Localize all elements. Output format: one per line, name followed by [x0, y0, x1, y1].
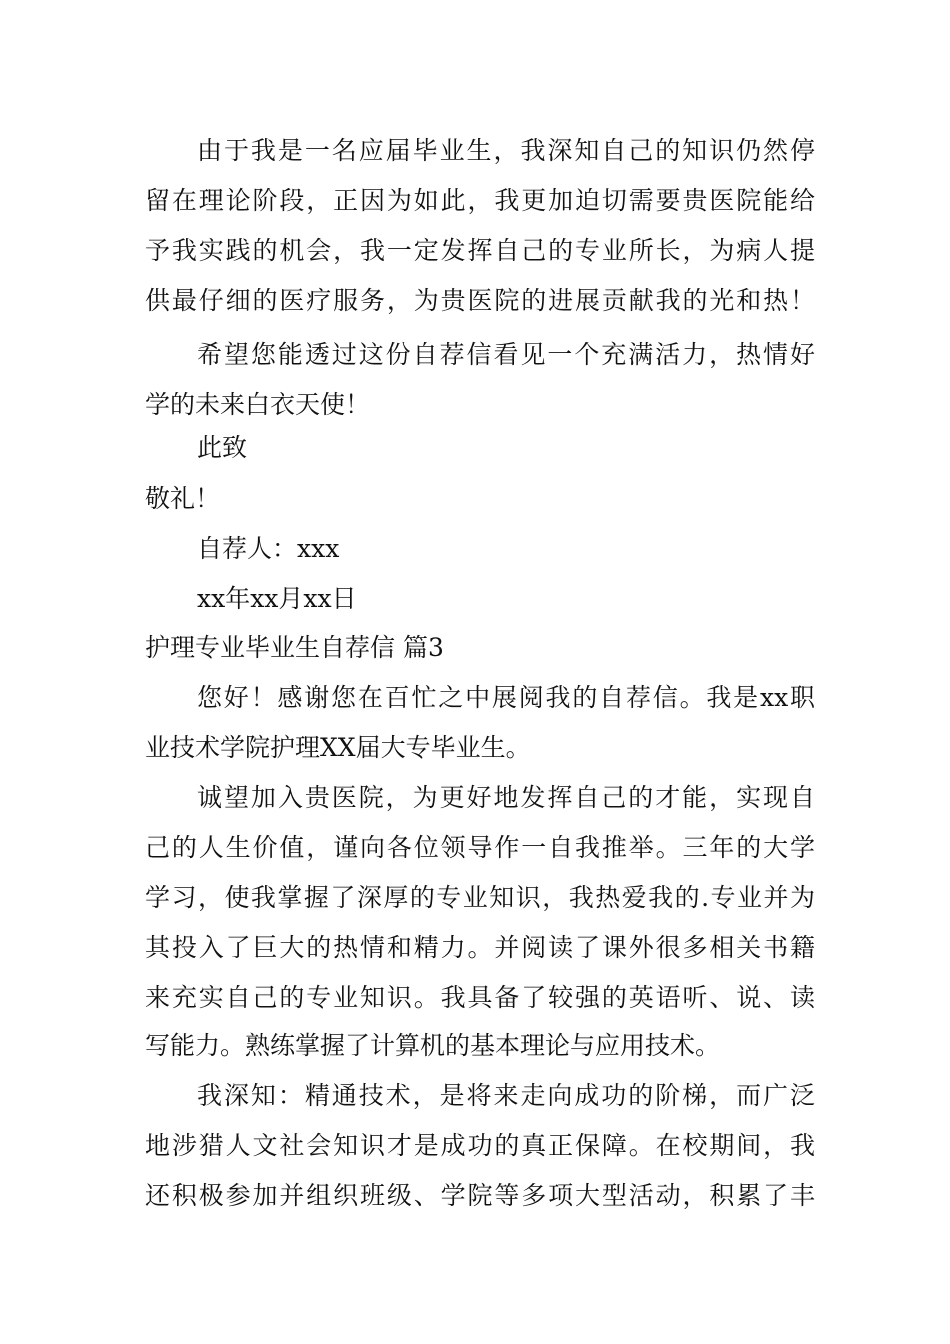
text-line: 学习，使我掌握了深厚的专业知识，我热爱我的.专业并为	[145, 883, 815, 912]
text-line: 写能力。熟练掌握了计算机的基本理论与应用技术。	[145, 1031, 721, 1060]
text-line: 业技术学院护理XX届大专毕业生。	[145, 733, 531, 762]
text-line: 您好！感谢您在百忙之中展阅我的自荐信。我是xx职	[197, 683, 815, 712]
text-line: 诚望加入贵医院，为更好地发挥自己的才能，实现自	[197, 783, 815, 812]
text-line: 来充实自己的专业知识。我具备了较强的英语听、说、读	[145, 983, 815, 1012]
text-line: 己的人生价值，谨向各位领导作一自我推举。三年的大学	[145, 833, 815, 862]
text-line: 希望您能透过这份自荐信看见一个充满活力，热情好	[197, 340, 815, 369]
text-line: 供最仔细的医疗服务，为贵医院的进展贡献我的光和热！	[145, 286, 815, 315]
closing-salutation: 此致	[197, 433, 248, 462]
date-line: xx年xx月xx日	[197, 584, 357, 613]
text-line: 留在理论阶段，正因为如此，我更加迫切需要贵医院能给	[145, 186, 815, 215]
signature-line: 自荐人：xxx	[197, 534, 340, 563]
text-line: 予我实践的机会，我一定发挥自己的专业所长，为病人提	[145, 236, 815, 265]
closing-regards: 敬礼！	[145, 484, 221, 513]
text-line: 其投入了巨大的热情和精力。并阅读了课外很多相关书籍	[145, 933, 815, 962]
text-line: 地涉猎人文社会知识才是成功的真正保障。在校期间，我	[145, 1131, 815, 1160]
text-line: 还积极参加并组织班级、学院等多项大型活动，积累了丰	[145, 1181, 815, 1210]
text-line: 学的未来白衣天使！	[145, 390, 371, 419]
text-line: 由于我是一名应届毕业生，我深知自己的知识仍然停	[197, 136, 815, 165]
text-line: 我深知：精通技术，是将来走向成功的阶梯，而广泛	[197, 1081, 815, 1110]
section-heading: 护理专业毕业生自荐信 篇3	[145, 633, 444, 662]
